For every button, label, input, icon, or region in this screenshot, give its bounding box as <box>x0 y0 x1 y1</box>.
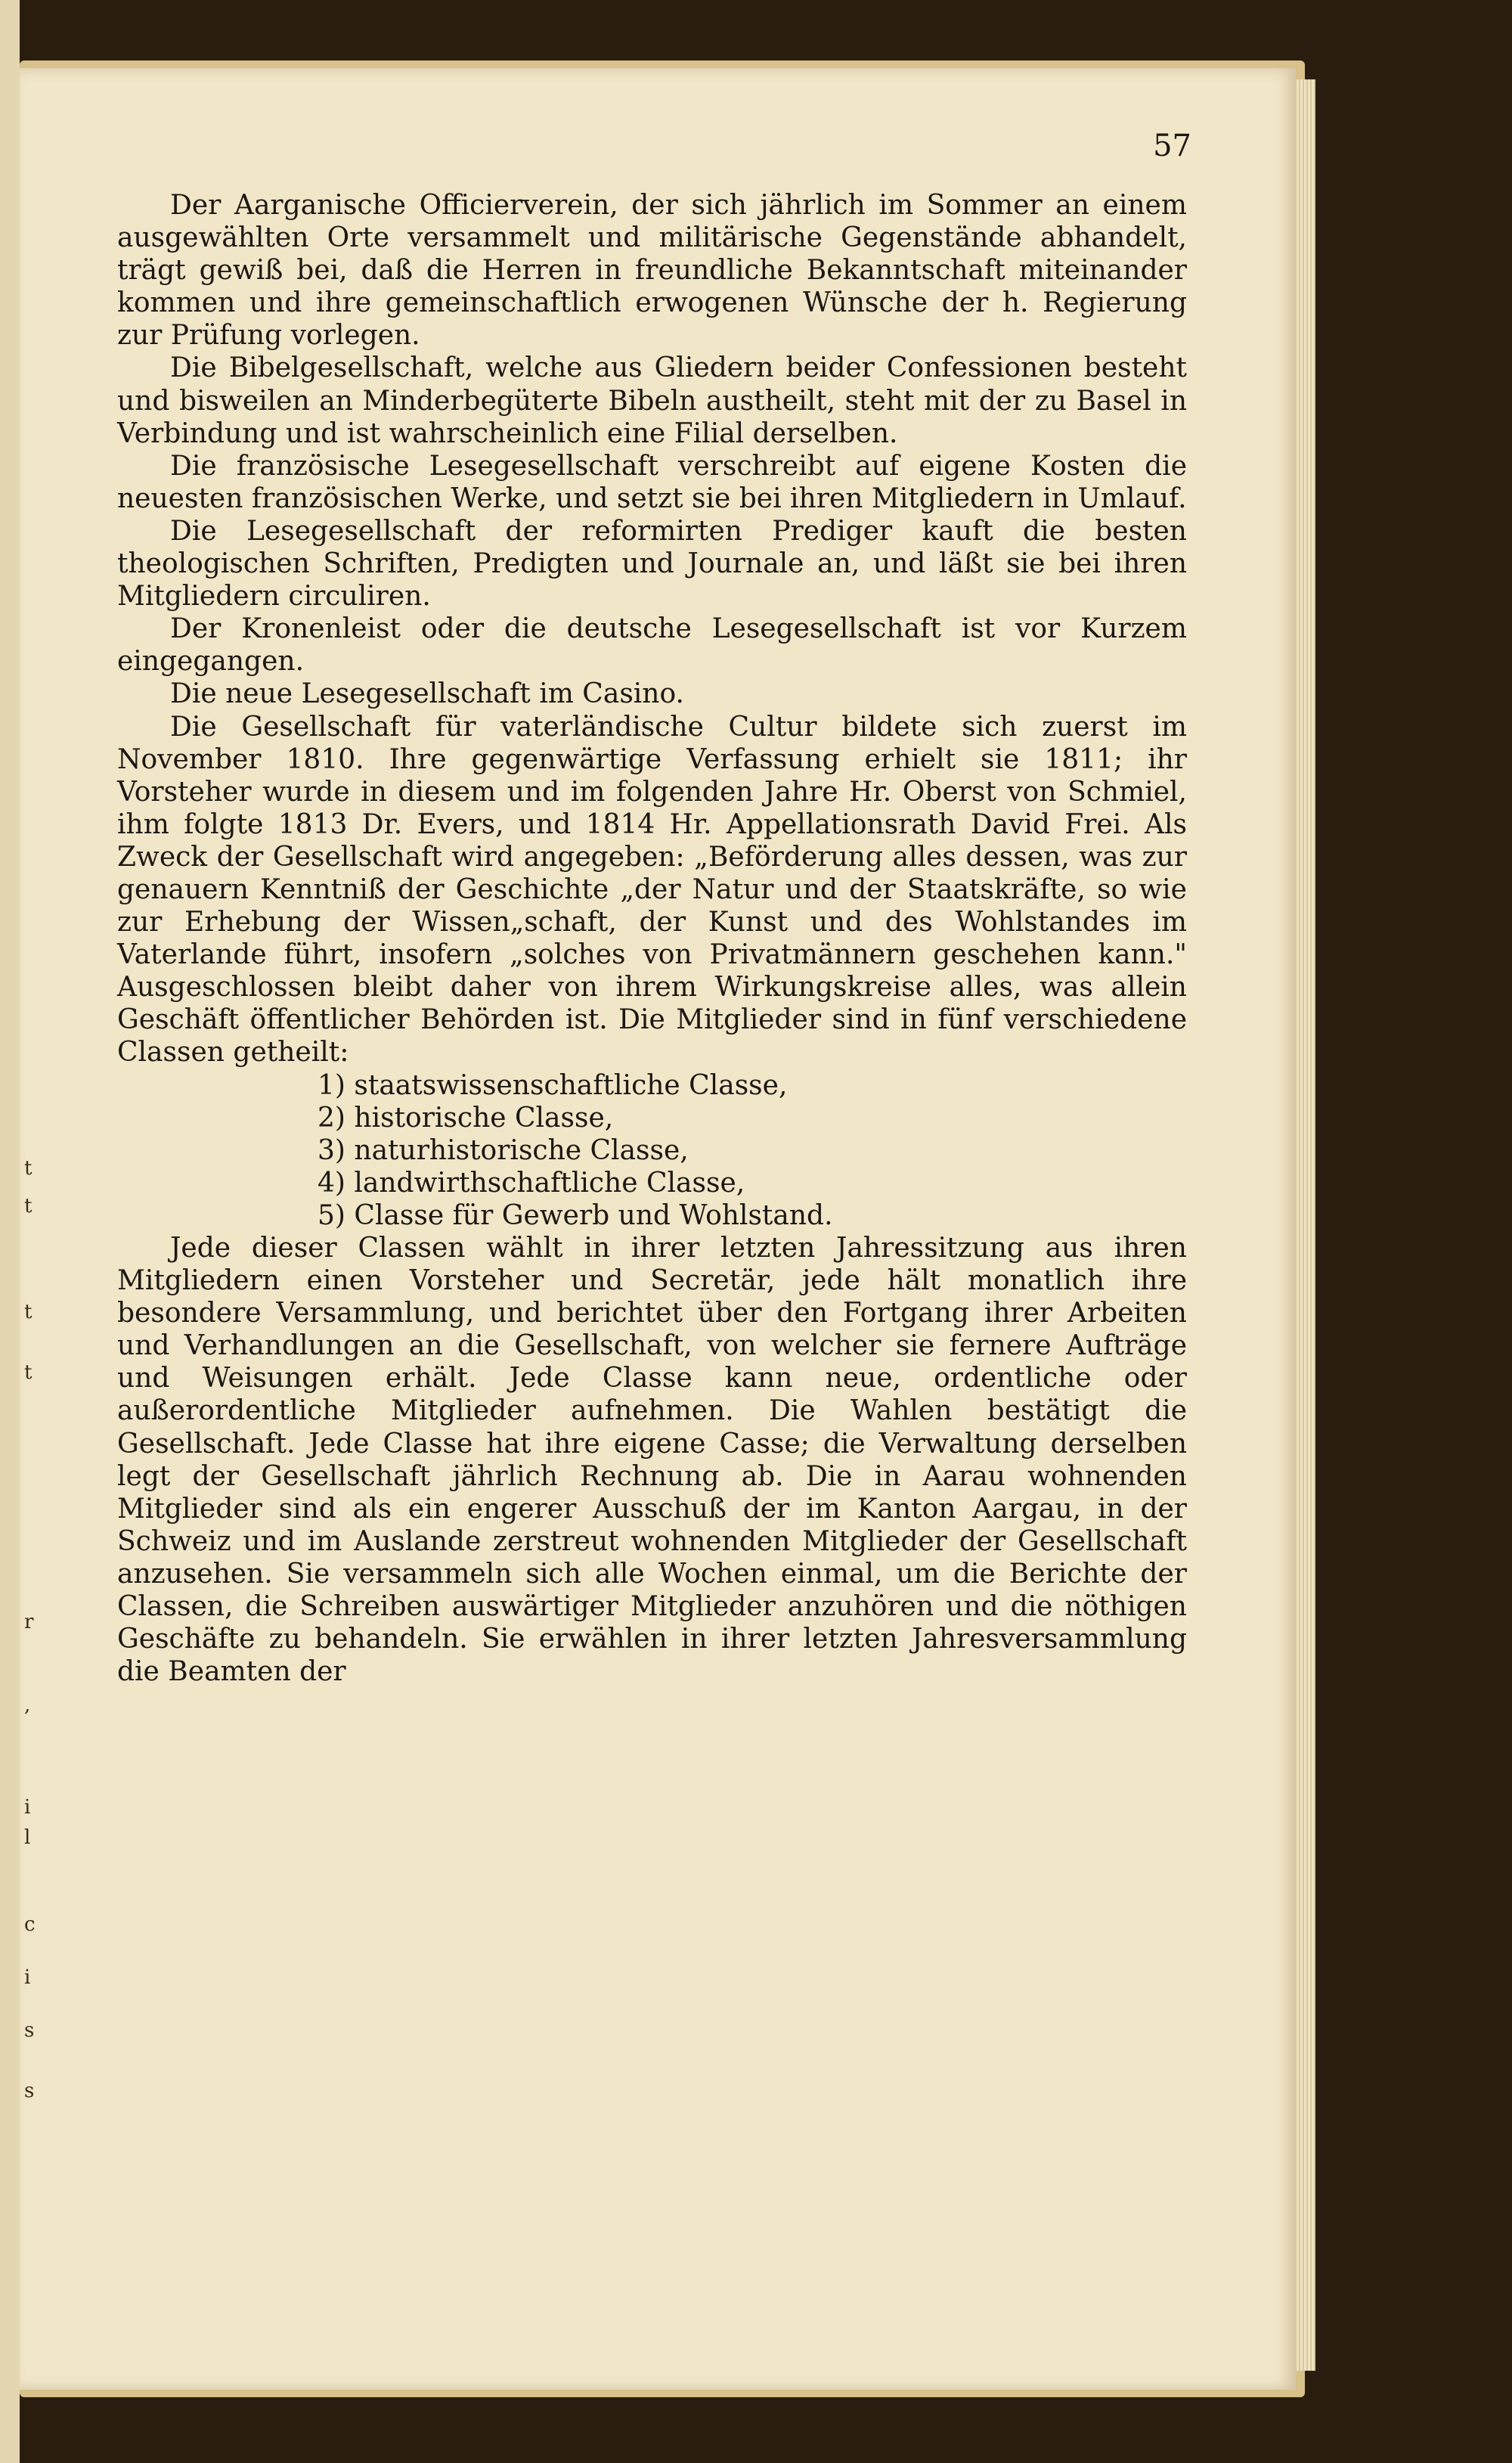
paragraph-franzoesische-lesegesellschaft: Die französische Lesegesellschaft verschreibt auf eigene Kosten die neuesten französischen Werke, und setzt sie bei ihren Mitgliedern in Umlauf. <box>117 450 1187 514</box>
margin-mark: s <box>24 2080 35 2102</box>
margin-mark: i <box>24 1966 31 1989</box>
paragraph-vaterlaendische-cultur: Die Gesellschaft für vaterländische Cultur bildete sich zuerst im November 1810. Ihre gegenwärtige Verfassung erhielt sie 1811; ihr Vorsteher wurde in diesem und im folgenden Jahre Hr. Oberst von Schmiel, ihm folgte 1813 Dr. Evers, und 1814 Hr. Appellationsrath David Frei. Als Zweck der Gesellschaft wird angegeben: „Beförderung alles dessen, was zur genauern Kenntniß der Geschichte „der Natur und der Staatskräfte, so wie zur Erhebung der Wissen„schaft, der Kunst und des Wohlstandes im Vaterlande führt, insofern „solches von Privatmännern geschehen kann." Ausgeschlossen bleibt daher von ihrem Wirkungskreise alles, was allein Geschäft öffentlicher Behörden ist. Die Mitglieder sind in fünf verschiedene Classen getheilt: <box>117 711 1187 1069</box>
paragraph-prediger-lesegesellschaft: Die Lesegesellschaft der reformirten Prediger kauft die besten theologischen Schriften, Predigten und Journale an, und läßt sie bei ihren Mitgliedern circuliren. <box>117 515 1187 613</box>
list-item: 4) landwirthschaftliche Classe, <box>318 1167 745 1199</box>
margin-mark: t <box>24 1301 33 1323</box>
paragraph-kronenleist: Der Kronenleist oder die deutsche Lesegesellschaft ist vor Kurzem eingegangen. <box>117 613 1187 678</box>
margin-mark: , <box>24 1694 31 1717</box>
paragraph-classen: Jede dieser Classen wählt in ihrer letzten Jahressitzung aus ihren Mitgliedern einen Vorsteher und Secretär, jede hält monatlich ihre besondere Versammlung, und berichtet über den Fortgang ihrer Arbeiten und Verhandlungen an die Gesellschaft, von welcher sie fernere Aufträge und Weisungen erhält. Jede Classe kann neue, ordentliche oder außerordentliche Mitglieder aufnehmen. Die Wahlen bestätigt die Gesellschaft. Jede Classe hat ihre eigene Casse; die Verwaltung derselben legt der Gesellschaft jährlich Rechnung ab. Die in Aarau wohnenden Mitglieder sind als ein engerer Ausschuß der im Kanton Aargau, in der Schweiz und im Auslande zerstreut wohnenden Mitglieder der Gesellschaft anzusehen. Sie versammeln sich alle Wochen einmal, um die Berichte der Classen, die Schreiben auswärtiger Mitglieder anzuhören und die nöthigen Geschäfte zu behandeln. Sie erwählen in ihrer letzten Jahresversammlung die Beamten der <box>117 1233 1187 1688</box>
classes-list <box>117 1069 1187 1232</box>
margin-mark: l <box>24 1826 31 1849</box>
margin-mark: r <box>24 1611 34 1633</box>
list-item: 2) historische Classe, <box>318 1102 614 1134</box>
margin-mark: i <box>24 1796 31 1819</box>
margin-mark: t <box>24 1195 33 1218</box>
list-item: 3) naturhistorische Classe, <box>318 1134 689 1166</box>
list-item: 5) Classe für Gewerb und Wohlstand. <box>318 1199 833 1231</box>
facing-page-edge <box>0 0 20 2463</box>
margin-mark: t <box>24 1361 33 1384</box>
margin-mark: s <box>24 2019 35 2042</box>
page-number: 57 <box>1153 129 1191 163</box>
margin-mark: c <box>24 1913 36 1936</box>
margin-mark: t <box>24 1157 33 1180</box>
margin-marks <box>20 68 42 2390</box>
page-text <box>117 189 1187 1688</box>
paragraph-casino: Die neue Lesegesellschaft im Casino. <box>170 678 684 710</box>
paragraph-officierverein: Der Aarganische Officierverein, der sich jährlich im Sommer an einem ausgewählten Orte versammelt und militärische Gegenstände abhandelt, trägt gewiß bei, daß die Herren in freundliche Bekanntschaft miteinander kommen und ihre gemeinschaftlich erwogenen Wünsche der h. Regierung zur Prüfung vorlegen. <box>117 190 1187 352</box>
paragraph-bibelgesellschaft: Die Bibelgesellschaft, welche aus Gliedern beider Confessionen besteht und bisweilen an Minderbegüterte Bibeln austheilt, steht mit der zu Basel in Verbindung und ist wahrscheinlich eine Filial derselben. <box>117 352 1187 449</box>
list-item: 1) staatswissenschaftliche Classe, <box>318 1069 788 1101</box>
